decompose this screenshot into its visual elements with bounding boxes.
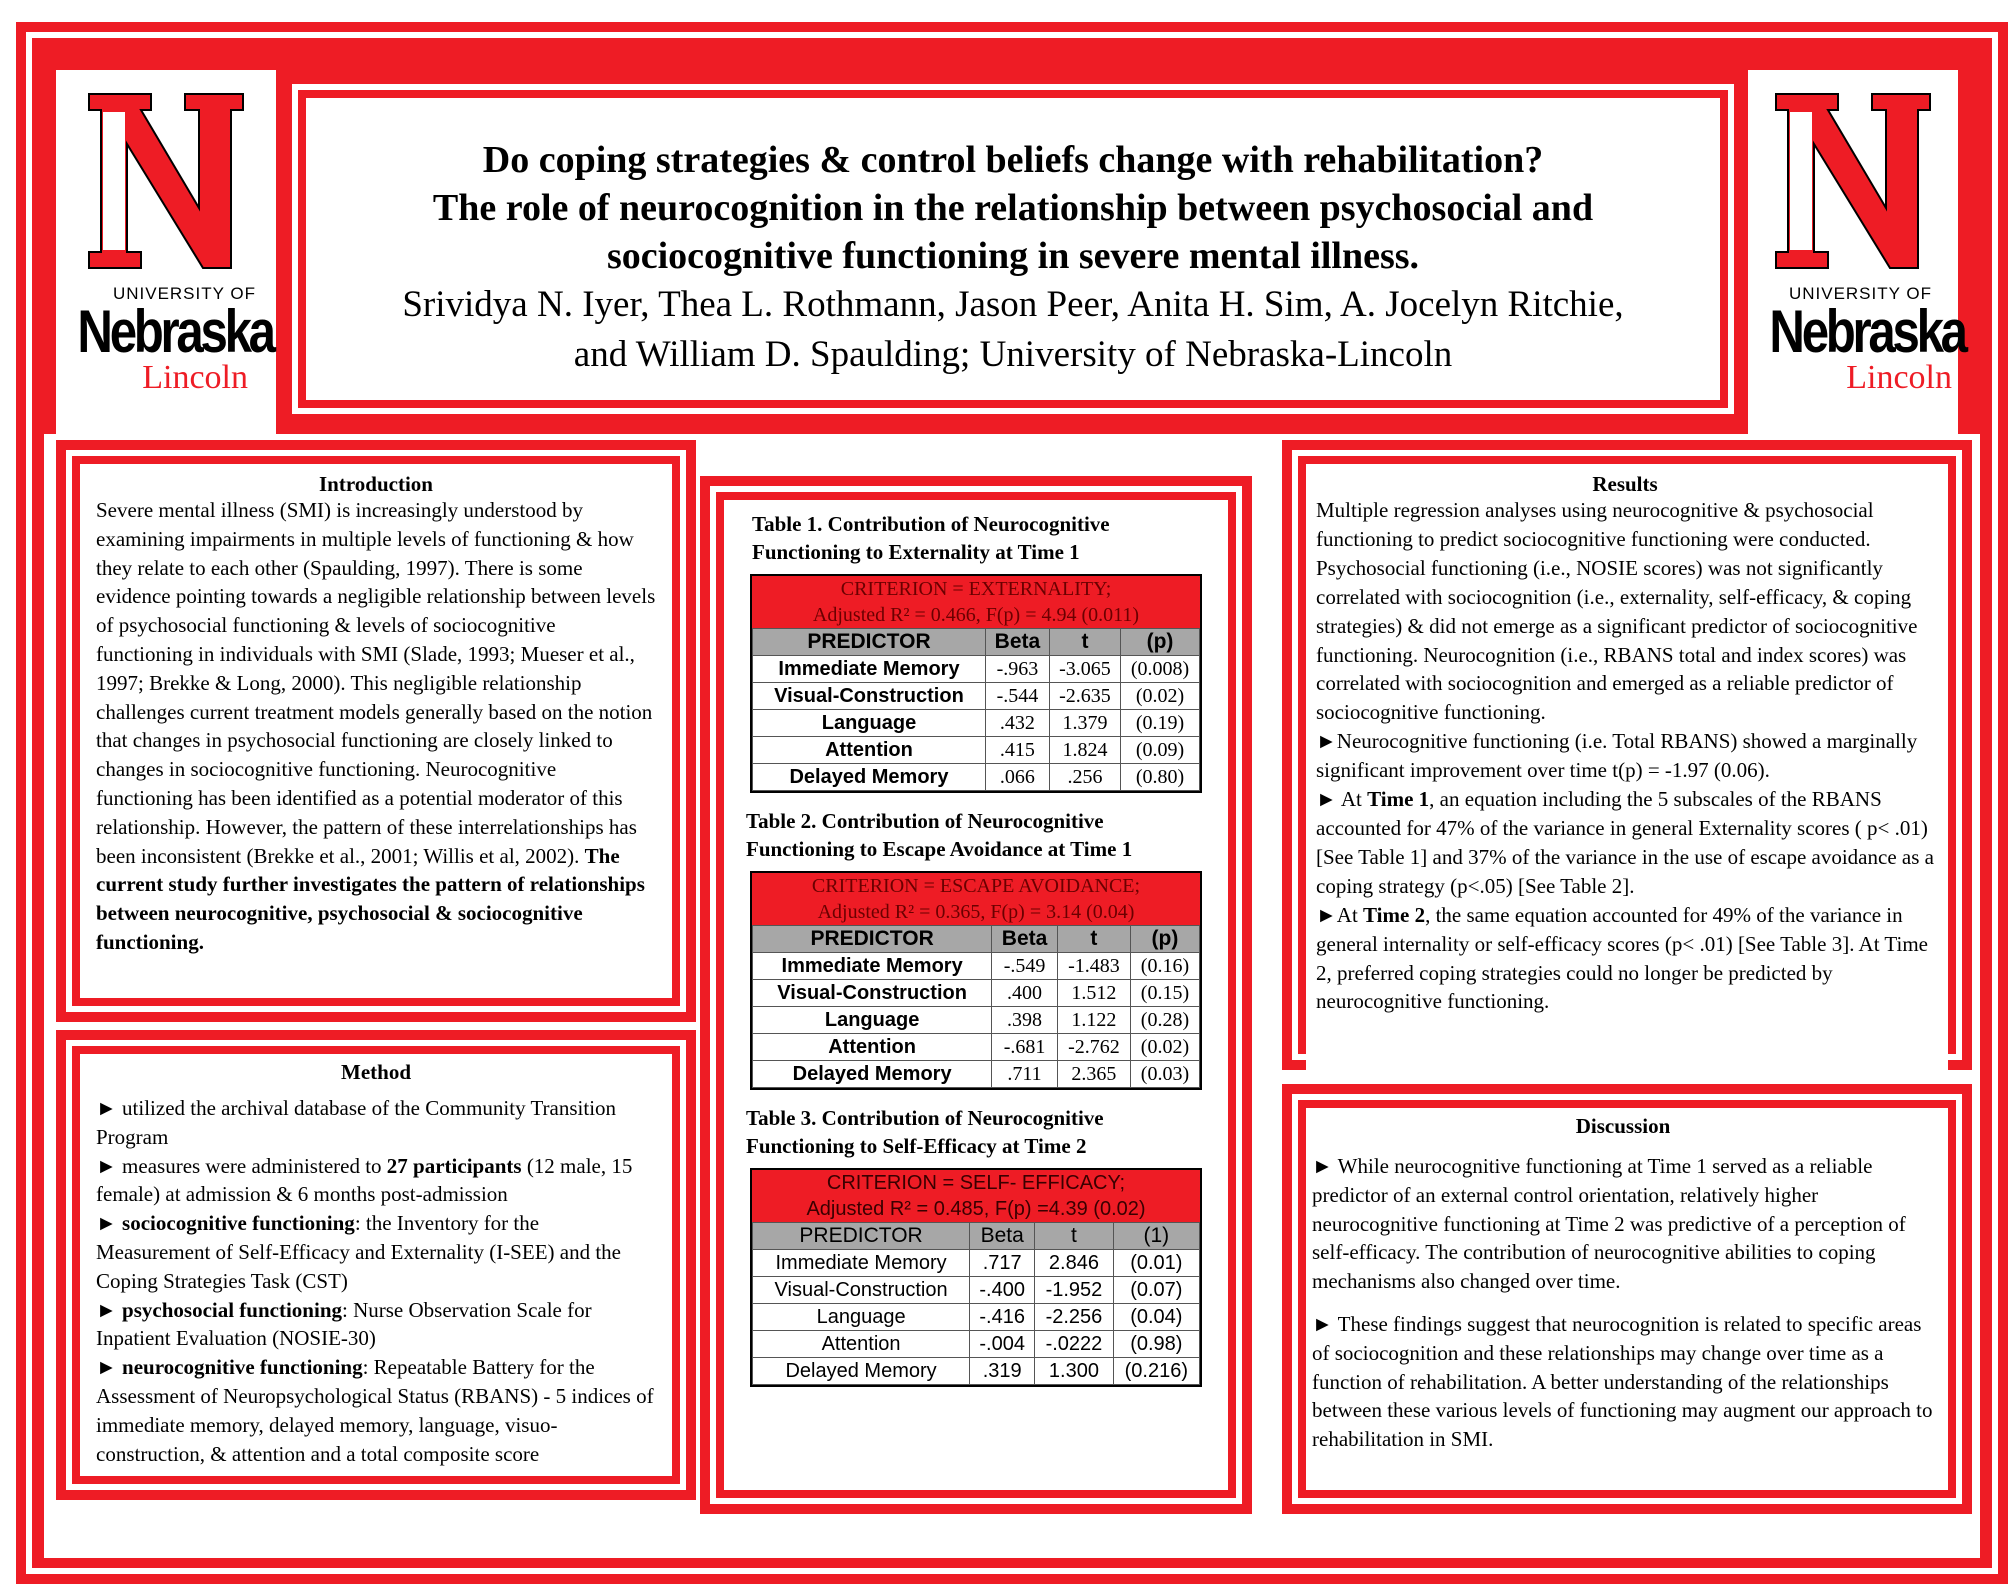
cell: Language [753, 1007, 992, 1034]
cell: -.963 [985, 656, 1049, 683]
table-header-row [753, 629, 1200, 656]
cell: -2.635 [1049, 683, 1120, 710]
cell: (0.07) [1113, 1277, 1199, 1304]
table-row [753, 1007, 1200, 1034]
cell: -2.256 [1035, 1304, 1113, 1331]
introduction-text: Severe mental illness (SMI) is increasingly understood by examining impairments in multiple levels of functioning & how they relate to each other (Spaulding, 1997). There is some evidence pointing towards a negligible relationship between levels of psychosocial functioning & levels of sociocognitive functioning in individuals with SMI (Slade, 1993; Mueser et al., 1997; Brekke & Long, 2000). This negligible relationship challenges current treatment models generally based on the notion that changes in psychosocial functioning are closely linked to changes in sociocognitive functioning. Neurocognitive functioning has been identified as a potential moderator of this relationship. However, the pattern of these interrelationships has been inconsistent (Brekke et al., 2001; Willis et al, 2002). [96, 498, 656, 868]
arrow-icon: ► [1316, 902, 1337, 927]
table-header-row [753, 926, 1200, 953]
table-row [753, 1304, 1200, 1331]
arrow-icon: ► [1316, 787, 1337, 812]
method-bullet-2 [96, 1152, 656, 1210]
cell: Delayed Memory [753, 1358, 970, 1385]
method-bullet-5-bold: neurocognitive functioning [122, 1355, 363, 1380]
cell: Immediate Memory [753, 953, 992, 980]
cell: Attention [753, 737, 986, 764]
cell: .711 [992, 1061, 1058, 1088]
cell: -.549 [992, 953, 1058, 980]
cell: (0.03) [1130, 1061, 1199, 1088]
cell: (0.04) [1113, 1304, 1199, 1331]
arrow-icon: ► [96, 1297, 117, 1322]
table-row [753, 710, 1200, 737]
col-header: (p) [1130, 926, 1199, 953]
cell: 2.846 [1035, 1250, 1113, 1277]
cell: (0.19) [1121, 710, 1200, 737]
cell: .432 [985, 710, 1049, 737]
cell: Attention [753, 1034, 992, 1061]
n-logo-icon [1768, 88, 1938, 273]
cell: Delayed Memory [753, 764, 986, 791]
title-line-2: The role of neurocognition in the relationship between psychosocial and [432, 187, 1594, 229]
table-3 [750, 1168, 1202, 1387]
results-section [1306, 464, 1948, 1104]
results-heading: Results [1592, 472, 1658, 496]
col-header: (p) [1121, 629, 1200, 656]
cell: Language [753, 710, 986, 737]
col-header: Beta [970, 1223, 1035, 1250]
table-row [753, 737, 1200, 764]
col-header: (1) [1113, 1223, 1199, 1250]
results-paragraph-4-text-end: , the same equation accounted for 49% of the variance in general internality or self-efficacy scores (p< .01) [See Table 3]. At Time 2, preferred coping strategies could no longer be predicted by neurocognitive functioning. [1316, 902, 1928, 1014]
logo-lincoln-text: Lincoln [142, 359, 248, 396]
method-section [80, 1054, 672, 1476]
col-header: PREDICTOR [753, 1223, 970, 1250]
table-1-criterion [752, 576, 1200, 628]
method-bullet-3-bold: sociocognitive functioning [122, 1211, 355, 1236]
cell: (0.28) [1130, 1007, 1199, 1034]
col-header: Beta [992, 926, 1058, 953]
table-row [753, 1358, 1200, 1385]
table-2-caption-line-1: Table 2. Contribution of Neurocognitive [746, 809, 1104, 833]
table-2-caption-line-2: Functioning to Escape Avoidance at Time 1 [746, 837, 1133, 861]
cell: .717 [970, 1250, 1035, 1277]
cell: (0.15) [1130, 980, 1199, 1007]
introduction-section [80, 464, 672, 998]
arrow-icon: ► [96, 1211, 117, 1236]
results-paragraph-2-text: Neurocognitive functioning (i.e. Total RBANS) showed a marginally significant improvement over time t(p) = -1.97 (0.06). [1316, 729, 1918, 783]
cell: -2.762 [1057, 1034, 1130, 1061]
method-bullet-4-bold: psychosocial functioning [122, 1297, 343, 1322]
table-3-caption [746, 1104, 1202, 1160]
cell: 1.824 [1049, 737, 1120, 764]
col-header: t [1049, 629, 1120, 656]
cell: Visual-Construction [753, 683, 986, 710]
arrow-icon: ► [1316, 729, 1337, 754]
table-3-grid [752, 1222, 1200, 1385]
results-time-1: Time 1 [1367, 787, 1430, 812]
method-bullet-4 [96, 1296, 656, 1354]
table-3-criterion [752, 1170, 1200, 1222]
table-1-grid [752, 628, 1200, 791]
arrow-icon: ► [1312, 1311, 1333, 1336]
table-row [753, 953, 1200, 980]
results-paragraph-3 [1316, 785, 1934, 901]
cell: .415 [985, 737, 1049, 764]
cell: .319 [970, 1358, 1035, 1385]
title-box [306, 98, 1720, 400]
cell: (0.16) [1130, 953, 1199, 980]
results-paragraph-3-text-end: , an equation including the 5 subscales of the RBANS accounted for 47% of the variance in general Externality scores ( p< .01) [See Table 1] and 37% of the variance in the use of escape avoidance as a coping strategy (p<.05) [See Table 2]. [1316, 787, 1934, 898]
table-2-adjusted-line: Adjusted R² = 0.365, F(p) = 3.14 (0.04) [817, 901, 1135, 923]
results-time-2: Time 2 [1363, 902, 1426, 927]
discussion-paragraph-1 [1312, 1152, 1934, 1296]
results-paragraph-2 [1316, 727, 1934, 785]
discussion-paragraph-2-text: These findings suggest that neurocognition is related to specific areas of sociocognition and these relationships may change over time as a function of rehabilitation. A better understanding of the relationships between these various levels of functioning may augment our approach to rehabilitation in SMI. [1312, 1311, 1933, 1452]
arrow-icon: ► [96, 1096, 117, 1120]
table-1-caption-line-1: Table 1. Contribution of Neurocognitive [752, 512, 1110, 536]
table-row [753, 1034, 1200, 1061]
cell: -.416 [970, 1304, 1035, 1331]
title-line-3: sociocognitive functioning in severe mental illness. [606, 235, 1420, 277]
table-header-row [753, 1223, 1200, 1250]
table-row [753, 656, 1200, 683]
logo-university-text: UNIVERSITY OF [1788, 284, 1932, 303]
table-3-caption-line-1: Table 3. Contribution of Neurocognitive [746, 1106, 1104, 1130]
table-2-criterion [752, 873, 1200, 925]
results-paragraph-4-text: At [1336, 902, 1364, 927]
arrow-icon: ► [96, 1355, 117, 1380]
table-2 [750, 871, 1202, 1090]
table-2-criterion-line: CRITERION = ESCAPE AVOIDANCE; [811, 875, 1141, 897]
col-header: PREDICTOR [753, 629, 986, 656]
table-row [753, 980, 1200, 1007]
results-paragraph-1: Multiple regression analyses using neurocognitive & psychosocial functioning to predict sociocognitive functioning were conducted. Psychosocial functioning (i.e., NOSIE scores) was not significantly correlated with sociocognition (i.e., externality, self-efficacy, & coping strategies) & did not emerge as a significant predictor of sociocognitive functioning. Neurocognition (i.e., RBANS total and index scores) was correlated with sociocognition and emerged as a reliable predictor of sociocognitive functioning. [1316, 498, 1918, 725]
results-paragraph-4 [1316, 901, 1934, 1017]
cell: (0.02) [1121, 683, 1200, 710]
results-paragraph-3-text: At [1336, 787, 1368, 812]
method-bullet-3 [96, 1209, 656, 1295]
cell: Language [753, 1304, 970, 1331]
authors-line-1: Srividya N. Iyer, Thea L. Rothmann, Jason Peer, Anita H. Sim, A. Jocelyn Ritchie, [402, 284, 1624, 325]
cell: (0.80) [1121, 764, 1200, 791]
cell: Attention [753, 1331, 970, 1358]
cell: 1.379 [1049, 710, 1120, 737]
col-header: PREDICTOR [753, 926, 992, 953]
cell: -.681 [992, 1034, 1058, 1061]
cell: .066 [985, 764, 1049, 791]
discussion-section [1306, 1108, 1948, 1490]
title-line-1: Do coping strategies & control beliefs change with rehabilitation? [482, 139, 1544, 181]
table-1-adjusted-line: Adjusted R² = 0.466, F(p) = 4.94 (0.011) [812, 604, 1140, 626]
table-row [753, 1277, 1200, 1304]
discussion-paragraph-1-text: While neurocognitive functioning at Time 1 served as a reliable predictor of an external control orientation, relatively higher neurocognitive functioning at Time 2 was predictive of a perception of self-efficacy. The contribution of neurocognitive abilities to coping mechanisms also changed over time. [1312, 1154, 1906, 1294]
cell: 2.365 [1057, 1061, 1130, 1088]
method-bullet-3-text: : the Inventory for the Measurement of Self-Efficacy and Externality (I-SEE) and the Coping Strategies Task (CST) [96, 1211, 621, 1293]
logo-nebraska-text: Nebraska [1769, 298, 1965, 365]
cell: .400 [992, 980, 1058, 1007]
discussion-heading: Discussion [1575, 1114, 1671, 1138]
authors-line-2: and William D. Spaulding; University of Nebraska-Lincoln [573, 334, 1453, 375]
table-3-caption-line-2: Functioning to Self-Efficacy at Time 2 [746, 1134, 1087, 1158]
tables-section [724, 500, 1228, 1490]
introduction-heading: Introduction [319, 472, 433, 496]
cell: (0.216) [1113, 1358, 1199, 1385]
table-3-adjusted-line: Adjusted R² = 0.485, F(p) =4.39 (0.02) [806, 1198, 1146, 1220]
logo-nebraska-text: Nebraska [77, 298, 273, 365]
discussion-paragraph-2 [1312, 1310, 1934, 1454]
cell: -.544 [985, 683, 1049, 710]
cell: -.0222 [1035, 1331, 1113, 1358]
method-bullet-4-text: : Nurse Observation Scale for Inpatient Evaluation (NOSIE-30) [96, 1297, 592, 1351]
table-row [753, 764, 1200, 791]
table-2-caption [746, 807, 1202, 863]
arrow-icon: ► [96, 1153, 117, 1178]
n-logo-icon [81, 88, 251, 273]
logo-lincoln-text: Lincoln [1846, 359, 1952, 396]
table-1-caption-line-2: Functioning to Externality at Time 1 [752, 540, 1080, 564]
university-logo-left [56, 70, 276, 436]
cell: -.004 [970, 1331, 1035, 1358]
method-bullet-2-bold: 27 participants [386, 1153, 522, 1178]
table-3-criterion-line: CRITERION = SELF- EFFICACY; [826, 1172, 1126, 1194]
cell: (0.98) [1113, 1331, 1199, 1358]
cell: Immediate Memory [753, 656, 986, 683]
cell: (0.008) [1121, 656, 1200, 683]
cell: Visual-Construction [753, 1277, 970, 1304]
introduction-body [96, 496, 656, 957]
table-2-grid [752, 925, 1200, 1088]
col-header: t [1057, 926, 1130, 953]
cell: -1.952 [1035, 1277, 1113, 1304]
university-logo-right [1748, 70, 1965, 436]
cell: Immediate Memory [753, 1250, 970, 1277]
cell: Visual-Construction [753, 980, 992, 1007]
table-1-criterion-line: CRITERION = EXTERNALITY; [840, 578, 1112, 600]
cell: Delayed Memory [753, 1061, 992, 1088]
col-header: t [1035, 1223, 1113, 1250]
cell: -3.065 [1049, 656, 1120, 683]
logo-university-text: UNIVERSITY OF [112, 284, 256, 303]
method-bullet-2-text-end: (12 male, 15 female) at admission & 6 months post-admission [96, 1153, 633, 1207]
table-row [753, 1331, 1200, 1358]
method-bullet-5 [96, 1353, 656, 1468]
introduction-emphasis: The current study further investigates the pattern of relationships between neurocognitive, psychosocial & sociocognitive functioning. [96, 843, 645, 954]
table-1-caption [746, 510, 1202, 566]
method-bullet-1 [96, 1094, 656, 1152]
cell: .256 [1049, 764, 1120, 791]
method-bullet-5-text: : Repeatable Battery for the Assessment of Neuropsychological Status (RBANS) - 5 indices of immediate memory, delayed memory, language, visuo-construction, & attention and a total composite score [96, 1355, 654, 1466]
cell: -1.483 [1057, 953, 1130, 980]
cell: (0.01) [1113, 1250, 1199, 1277]
cell: 1.300 [1035, 1358, 1113, 1385]
cell: (0.09) [1121, 737, 1200, 764]
cell: .398 [992, 1007, 1058, 1034]
cell: (0.02) [1130, 1034, 1199, 1061]
method-heading: Method [341, 1060, 411, 1084]
arrow-icon: ► [1312, 1154, 1333, 1178]
cell: 1.122 [1057, 1007, 1130, 1034]
cell: 1.512 [1057, 980, 1130, 1007]
cell: -.400 [970, 1277, 1035, 1304]
table-row [753, 1250, 1200, 1277]
method-bullet-1-text: utilized the archival database of the Community Transition Program [96, 1096, 617, 1149]
table-1 [750, 574, 1202, 793]
method-bullet-2-text: measures were administered to [122, 1153, 387, 1178]
table-row [753, 683, 1200, 710]
col-header: Beta [985, 629, 1049, 656]
table-row [753, 1061, 1200, 1088]
